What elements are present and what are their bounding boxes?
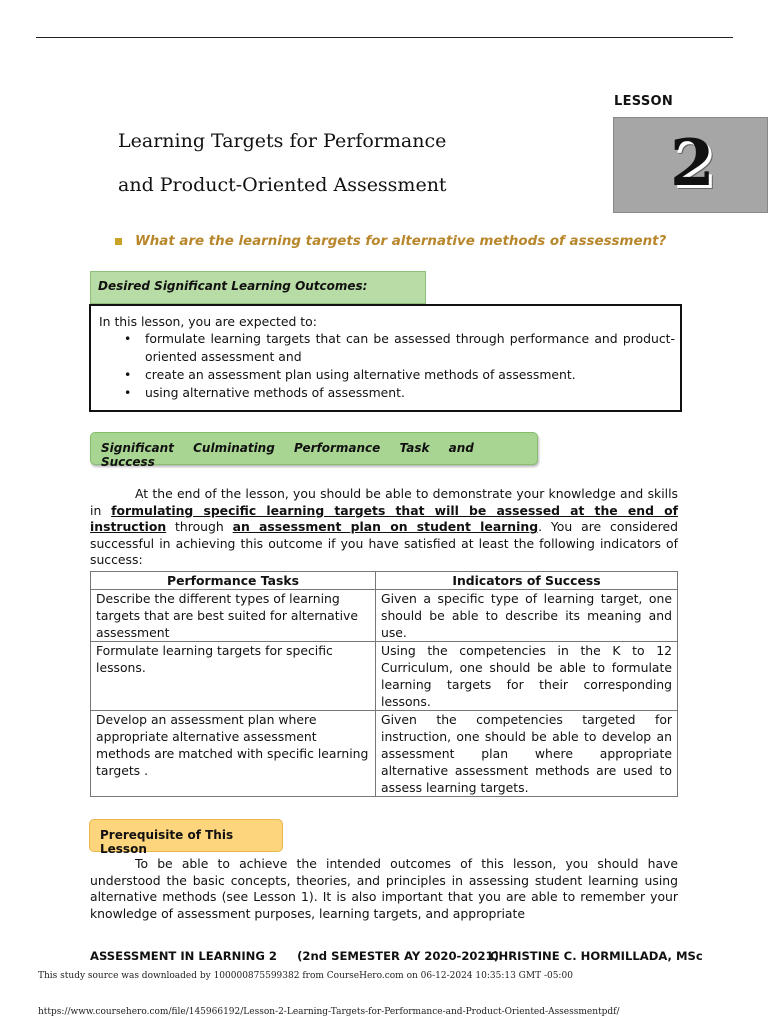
prerequisite-paragraph: To be able to achieve the intended outcomes of this lesson, you should have understood the basic concepts, theories, and principles in assessing student learning using alternative methods (see Lesson 1). It is also important that you are able to remember your knowledge of assessment purposes, learning targets, and appropriate [90,856,678,921]
table-cell: Describe the different types of learning targets that are best suited for alternative assessment [91,590,376,642]
outcomes-heading-tab [90,271,426,304]
source-url[interactable]: https://www.coursehero.com/file/145966192/Lesson-2-Learning-Targets-for-Performance-and-Product-Oriented-Assessmentpdf/ [38,1007,620,1017]
footer-author: CHRISTINE C. HORMILLADA, MSc [490,949,703,963]
table-row [91,590,678,642]
outcomes-heading: Desired Significant Learning Outcomes: [98,279,368,293]
table-cell: Formulate learning targets for specific lessons. [91,642,376,711]
column-header: Performance Tasks [91,572,376,590]
lesson-number: 2 [670,126,715,201]
bullet-icon: • [124,385,132,400]
lesson-title-line2: and Product-Oriented Assessment [118,174,447,196]
download-source-note: This study source was downloaded by 100000875599382 from CourseHero.com on 06-12-2024 10:35:13 GMT -05:00 [38,971,573,981]
table-header-row [91,572,678,590]
list-item: • using alternative methods of assessment. [124,385,405,400]
list-item: • create an assessment plan using alternative methods of assessment. [124,367,576,382]
table-cell: Given a specific type of learning target, one should be able to describe its meaning and use. [376,590,678,642]
bullet-icon: • [124,367,132,382]
top-rule [36,37,733,38]
emphasis-text: an assessment plan on student learning [232,519,539,534]
guiding-question: What are the learning targets for alternative methods of assessment? [135,234,667,249]
square-bullet-icon [115,238,122,245]
performance-table [90,571,678,797]
lesson-number-box [613,117,768,213]
table-cell: Develop an assessment plan where appropriate alternative assessment methods are matched with specific learning targets . [91,711,376,797]
bullet-icon: • [124,331,132,346]
lesson-label: LESSON [614,94,674,109]
lesson-title-line1: Learning Targets for Performance [118,130,447,152]
column-header: Indicators of Success [376,572,678,590]
prerequisite-heading-pill [89,819,283,856]
outcomes-box [89,304,682,412]
table-row [91,711,678,797]
footer-course: ASSESSMENT IN LEARNING 2 (2nd SEMESTER AY 2020-2021) [90,949,499,963]
table-cell: Given the competencies targeted for instruction, one should be able to develop an assessment plan where appropriate alternative assessment methods are used to assess learning targets. [376,711,678,797]
table-row [91,642,678,711]
prerequisite-heading: Prerequisite of This Lesson [100,828,234,856]
emphasis-text: formulating specific learning targets that will be assessed at the end of instruction [90,502,678,534]
outcomes-list [99,330,675,402]
culminating-heading-pill [90,432,538,469]
table-cell: Using the competencies in the K to 12 Curriculum, one should be able to formulate learning targets for their corresponding lessons. [376,642,678,711]
list-item: • formulate learning targets that can be assessed through performance and product-oriented assessment and [124,331,675,364]
culminating-heading: Significant Culminating Performance Task and Success [101,441,474,469]
culminating-paragraph: At the end of the lesson, you should be able to demonstrate your knowledge and skills in formulating specific learning targets that will be assessed at the end of instruction through an assessment plan on student learning. You are considered successful in achieving this outcome if you have satisfied at least the following indicators of success: [90,486,678,567]
outcomes-intro: In this lesson, you are expected to: [99,314,317,329]
